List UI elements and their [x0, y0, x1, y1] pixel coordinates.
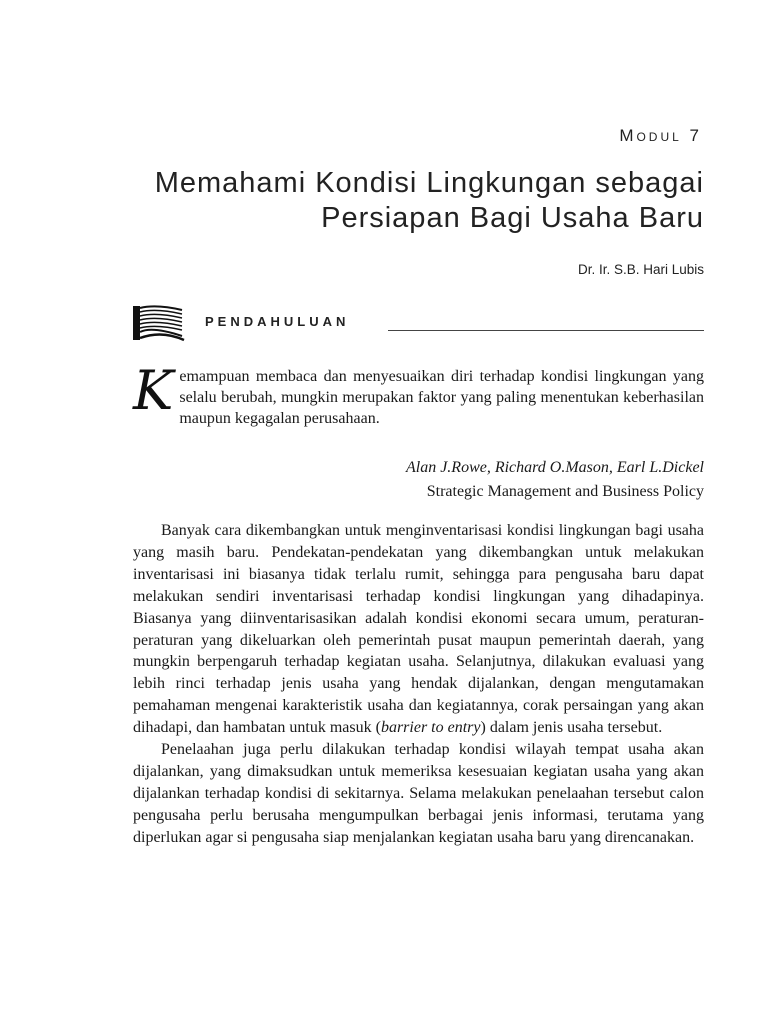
epigraph-authors: Alan J.Rowe, Richard O.Mason, Earl L.Dickel [405, 459, 704, 476]
paragraph-2: Penelaahan juga perlu dilakukan terhadap kondisi wilayah tempat usaha akan dijalankan, yang dimaksudkan untuk memeriksa kesesuaian kegiatan usaha yang akan dijalankan terhadap kondisi di sekitarnya. Selama melakukan penelaahan tersebut calon pengusaha perlu berusaha mengumpulkan berbagai jenis informasi, terutama yang diperlukan agar si pengusaha siap menjalankan kegiatan usaha baru yang direncanakan. [133, 741, 704, 846]
page-title [64, 166, 704, 236]
title-line-2: Persiapan Bagi Usaha Baru [321, 202, 704, 234]
author: Dr. Ir. S.B. Hari Lubis [577, 262, 704, 277]
drop-cap: K [133, 359, 174, 422]
paragraph-1-part-2: ) dalam jenis usaha tersebut. [480, 719, 663, 737]
module-label: Modul 7 [619, 126, 702, 145]
paragraph-1-italic: barrier to entry [380, 719, 481, 737]
body-text [133, 520, 704, 849]
section-header [132, 304, 704, 344]
intro-text: emampuan membaca dan menyesuaikan diri terhadap kondisi lingkungan yang selalu berubah, mungkin merupakan faktor yang paling menentukan keberhasilan maupun kegagalan perusahaan. [179, 368, 704, 427]
book-icon [132, 304, 186, 342]
paragraph-1-part-1: Banyak cara dikembangkan untuk menginventarisasi kondisi lingkungan bagi usaha yang masih baru. Pendekatan-pendekatan yang dikembangkan untuk melakukan inventarisasi ini biasanya tidak terlalu rumit, sehingga para pengusaha baru dapat melakukan sendiri inventarisasi terhadap kondisi lingkungan yang dihadapinya. Biasanya yang diinventarisasikan adalah kondisi ekonomi secara umum, peraturan-peraturan yang dikeluarkan oleh pemerintah pusat maupun pemerintah daerah, yang mungkin berpengaruh terhadap kegiatan usaha. Selanjutnya, dilakukan evaluasi yang lebih rinci terhadap jenis usaha yang hendak dijalankan, dengan mengutamakan pemahaman mengenai karakteristik usaha dan kegiatannya, corak persaingan yang akan dihadapi, dan hambatan untuk masuk ( [133, 522, 704, 737]
title-line-1: Memahami Kondisi Lingkungan sebagai [154, 167, 704, 199]
epigraph [406, 456, 704, 504]
section-divider [388, 330, 704, 331]
intro-paragraph [133, 359, 704, 429]
paragraph-1 [133, 520, 704, 739]
epigraph-source: Strategic Management and Business Policy [426, 483, 704, 500]
section-title: PENDAHULUAN [205, 314, 350, 329]
